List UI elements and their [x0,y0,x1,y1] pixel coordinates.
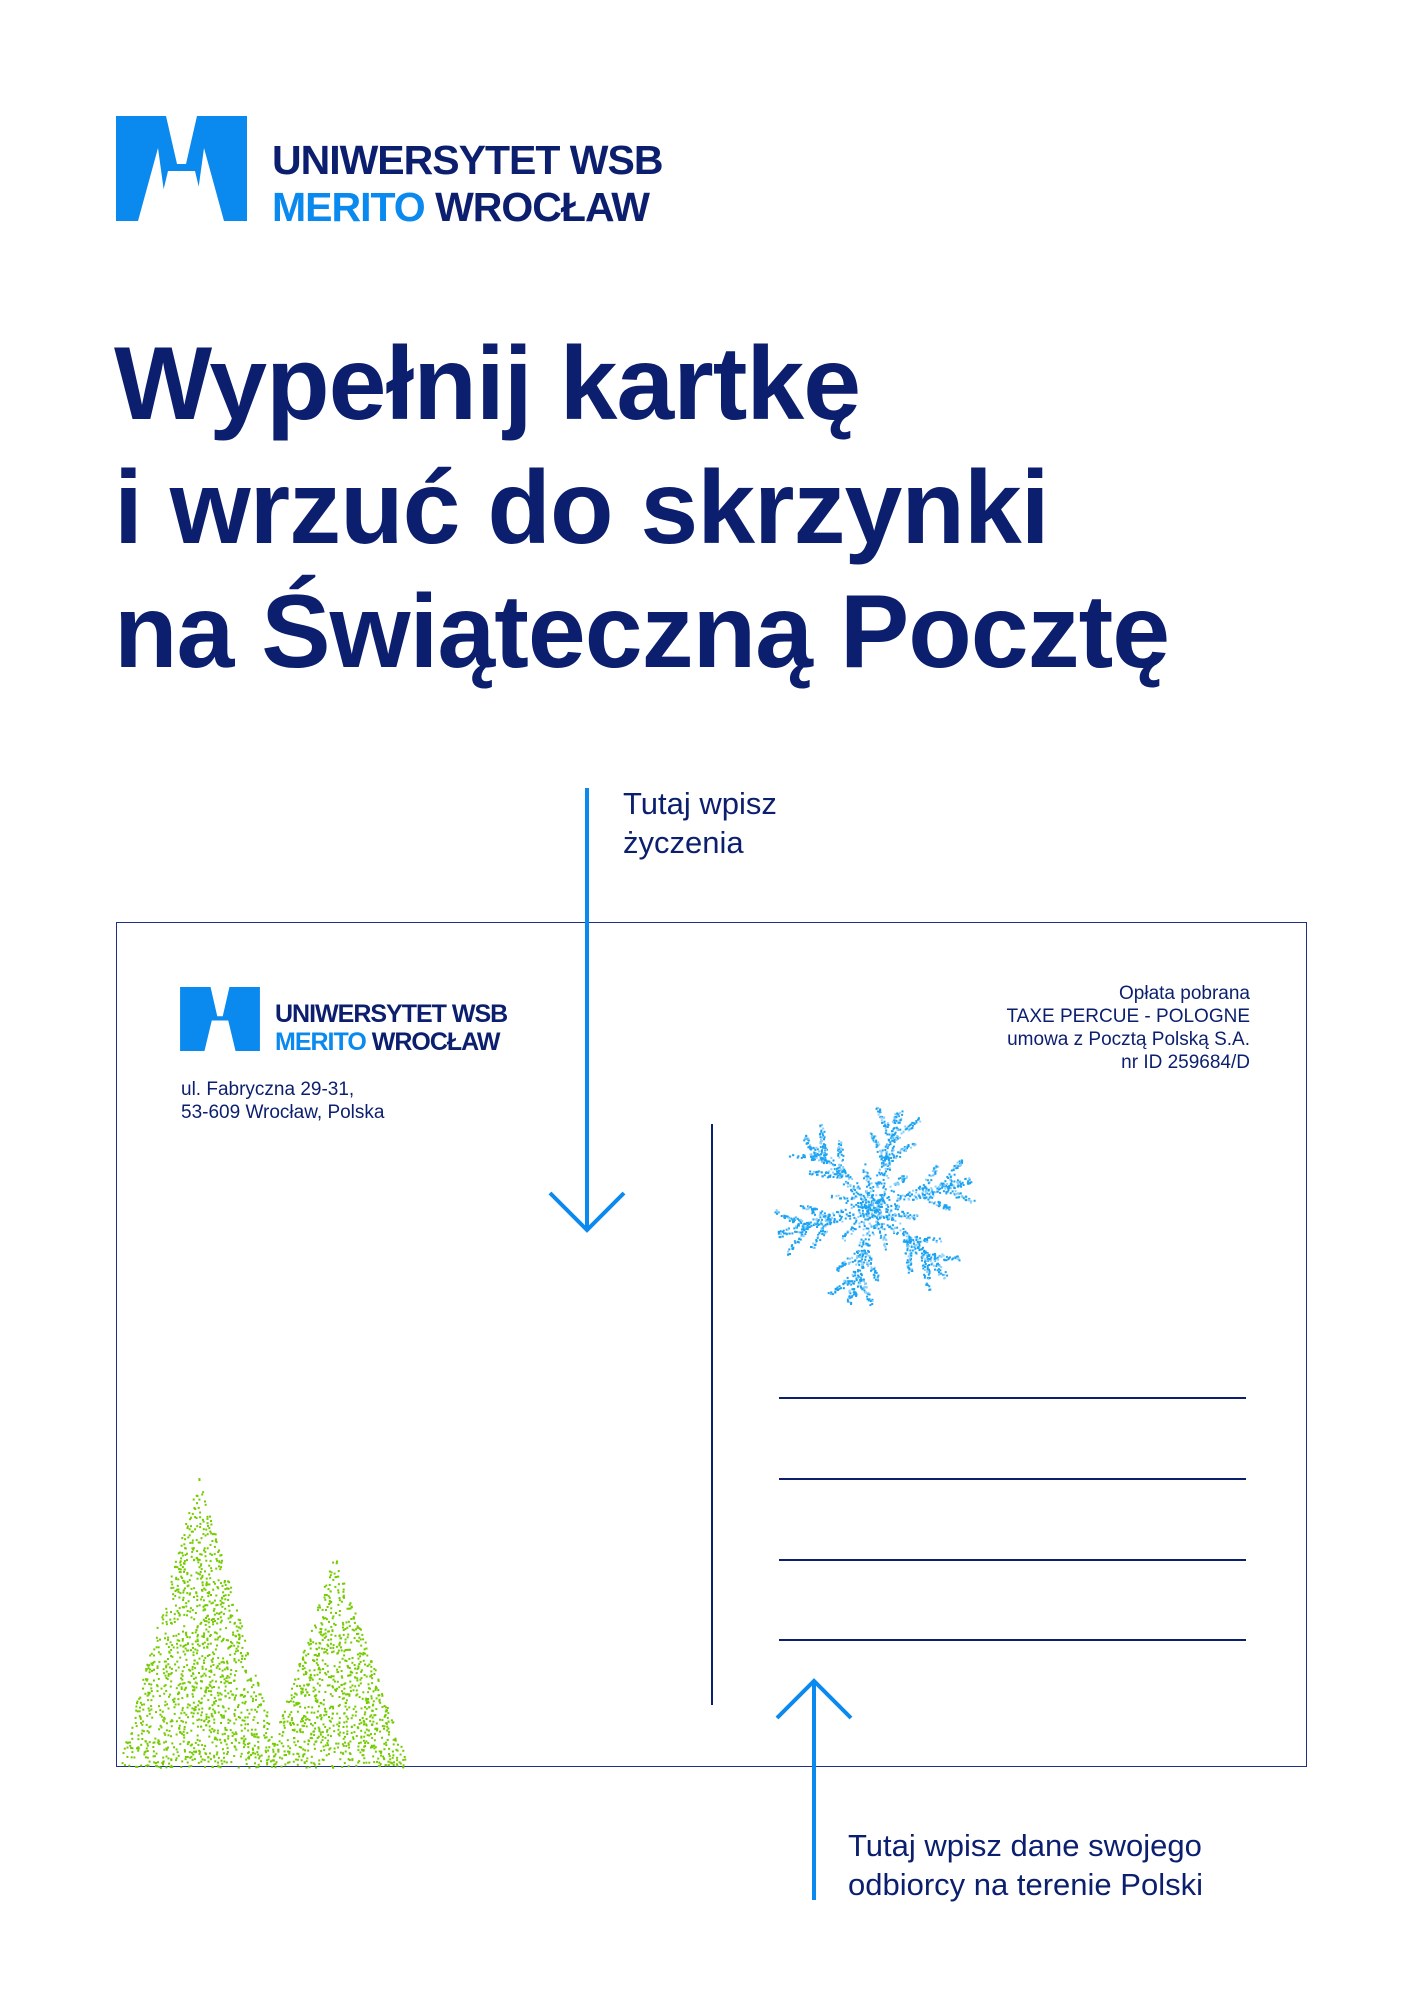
title-line-1: Wypełnij kartkę [114,326,861,442]
sender-address-line: ul. Fabryczna 29-31, [181,1079,355,1100]
postage-line: TAXE PERCUE - POLOGNE [1006,1006,1250,1027]
postage-line: nr ID 259684/D [1121,1052,1250,1073]
sender-address-line: 53-609 Wrocław, Polska [181,1102,385,1123]
postage-line: umowa z Pocztą Polską S.A. [1007,1029,1250,1050]
logo-brand: MERITO [272,184,425,230]
message-hint-line: życzenia [623,825,744,860]
postcard-logo-brand: MERITO [275,1028,366,1056]
arrow-up-icon [777,1681,851,1900]
title-line-2: i wrzuć do skrzynki [114,450,1049,566]
address-hint-line: odbiorcy na terenie Polski [848,1867,1203,1902]
snowflake-icon [775,1107,976,1306]
message-hint-line: Tutaj wpisz [623,786,777,821]
title-line-3: na Świąteczną Pocztę [114,574,1170,690]
postcard-logo-city: WROCŁAW [371,1028,500,1056]
address-hint-line: Tutaj wpisz dane swojego [848,1828,1202,1863]
logo-line1: UNIWERSYTET WSB [272,137,663,183]
arrow-down-icon [550,788,624,1230]
logo-city: WROCŁAW [435,184,650,230]
postcard-logo-line1: UNIWERSYTET WSB [275,1000,508,1028]
christmas-trees-illustration [122,1478,407,1769]
postage-line: Opłata pobrana [1119,983,1250,1004]
address-hint [848,1826,1203,1904]
